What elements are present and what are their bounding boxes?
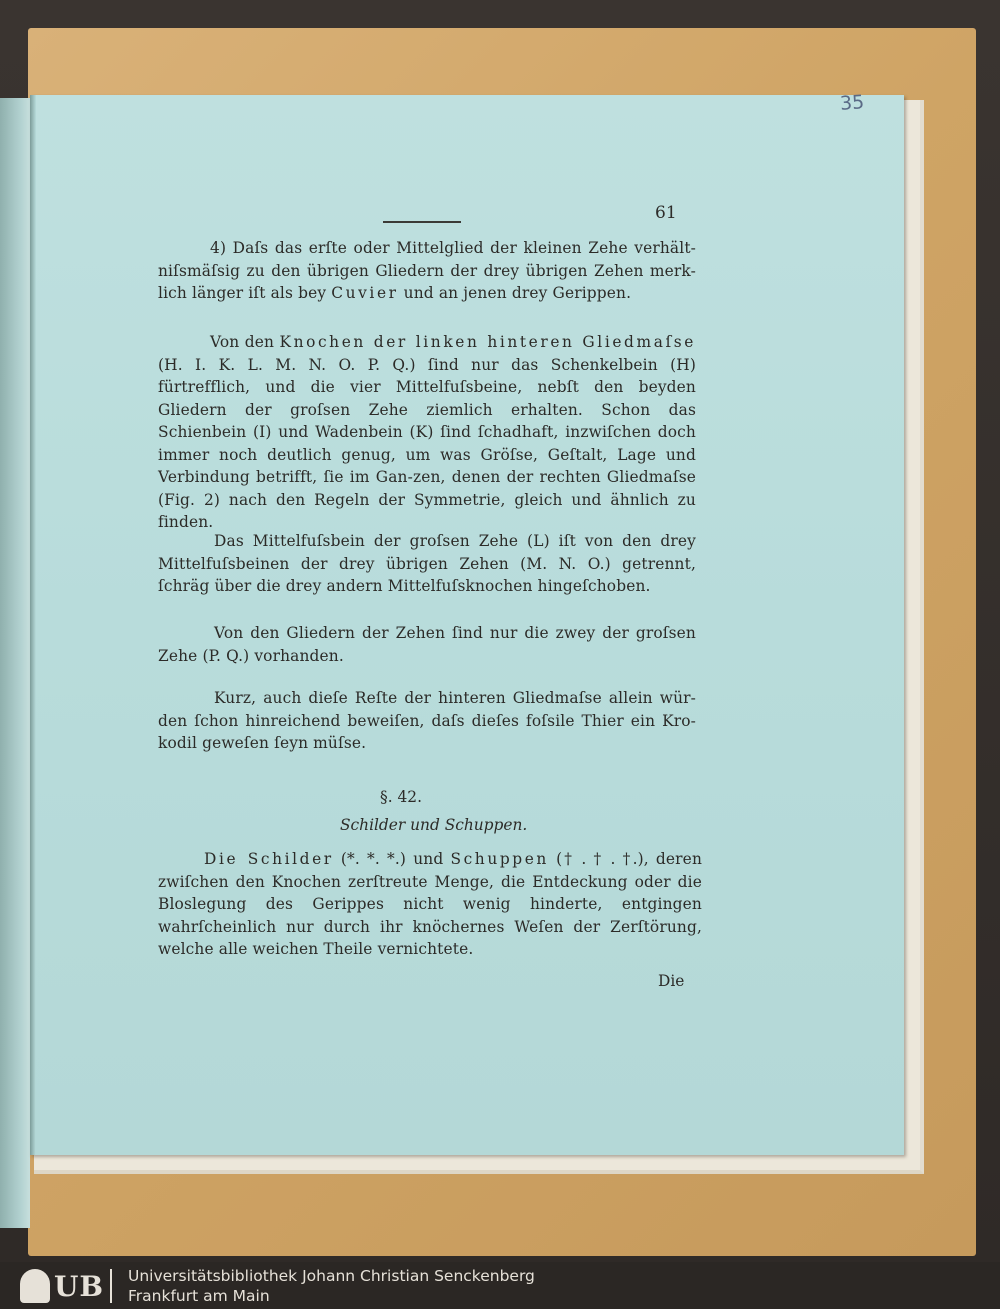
left-page-edge (0, 98, 30, 1228)
section-title: Schilder und Schuppen. (340, 816, 528, 834)
catchword: Die (658, 972, 685, 990)
paragraph-5: Kurz, auch dieſe Reſte der hinteren Gliedmaſse allein wür-den ſchon hinreichend beweiſen, daſs dieſes foſsile Thier ein Kro-kodil geweſen ſeyn müſse. (158, 689, 696, 752)
footer-bar (0, 1262, 1000, 1309)
library-logo[interactable] (20, 1268, 112, 1304)
page-gutter (30, 95, 36, 1155)
paragraph-3: Das Mittelfuſsbein der groſsen Zehe (L) iſt von den drey Mittelfuſsbeinen der drey übrigen Zehen (M. N. O.) getrennt, ſchräg über die drey andern Mittelfuſsknochen hingeſchoben. (158, 532, 696, 595)
spaced-heading-text: Knochen der linken hinteren Gliedmaſse (279, 333, 696, 351)
logo-divider (110, 1269, 112, 1303)
logo-text: UB (54, 1269, 105, 1303)
pencil-page-number: 35 (839, 91, 865, 115)
library-name-line2: Frankfurt am Main (128, 1287, 270, 1305)
paragraph-4: Von den Gliedern der Zehen ſind nur die zwey der groſsen Zehe (P. Q.) vorhanden. (158, 624, 696, 665)
library-name (128, 1266, 535, 1306)
header-rule (383, 221, 461, 223)
printed-page-number: 61 (655, 203, 677, 223)
bust-icon (20, 1269, 50, 1303)
paragraph-1: 4) Daſs das erſte oder Mittelglied der kleinen Zehe verhält-niſsmäſsig zu den übrigen Gliedern der drey übrigen Zehen merk-lich länger iſt als bey Cuvier und an jenen drey Gerippen. (158, 239, 696, 302)
section-number: §. 42. (380, 788, 422, 806)
library-name-line1: Universitätsbibliothek Johann Christian Senckenberg (128, 1267, 535, 1285)
paragraph-6: Die Schilder (*. *. *.) und Schuppen († . † . †.), deren zwiſchen den Knochen zerſtreute Menge, die Entdeckung oder die Bloslegung des Gerippes nicht wenig hinderte, entgingen wahrſcheinlich nur durch ihr knöchernes Weſen der Zerſtörung, welche alle weichen Theile vernichtete. (158, 850, 703, 958)
name-cuvier: Cuvier (331, 284, 399, 302)
paragraph-2: Von den Knochen der linken hinteren Gliedmaſse (H. I. K. L. M. N. O. P. Q.) ſind nur das Schenkelbein (H) fürtrefflich, und die vier Mittelfuſsbeine, nebſt den beyden Gliedern der groſsen Zehe ziemlich erhalten. Schon das Schienbein (I) und Wadenbein (K) ſind ſchadhaft, inzwiſchen doch immer noch deutlich genug, um was Gröſse, Geſtalt, Lage und Verbindung betrifft, ſie im Gan-zen, denen der rechten Gliedmaſse (Fig. 2) nach den Regeln der Symmetrie, gleich und ähnlich zu finden. (158, 333, 696, 531)
